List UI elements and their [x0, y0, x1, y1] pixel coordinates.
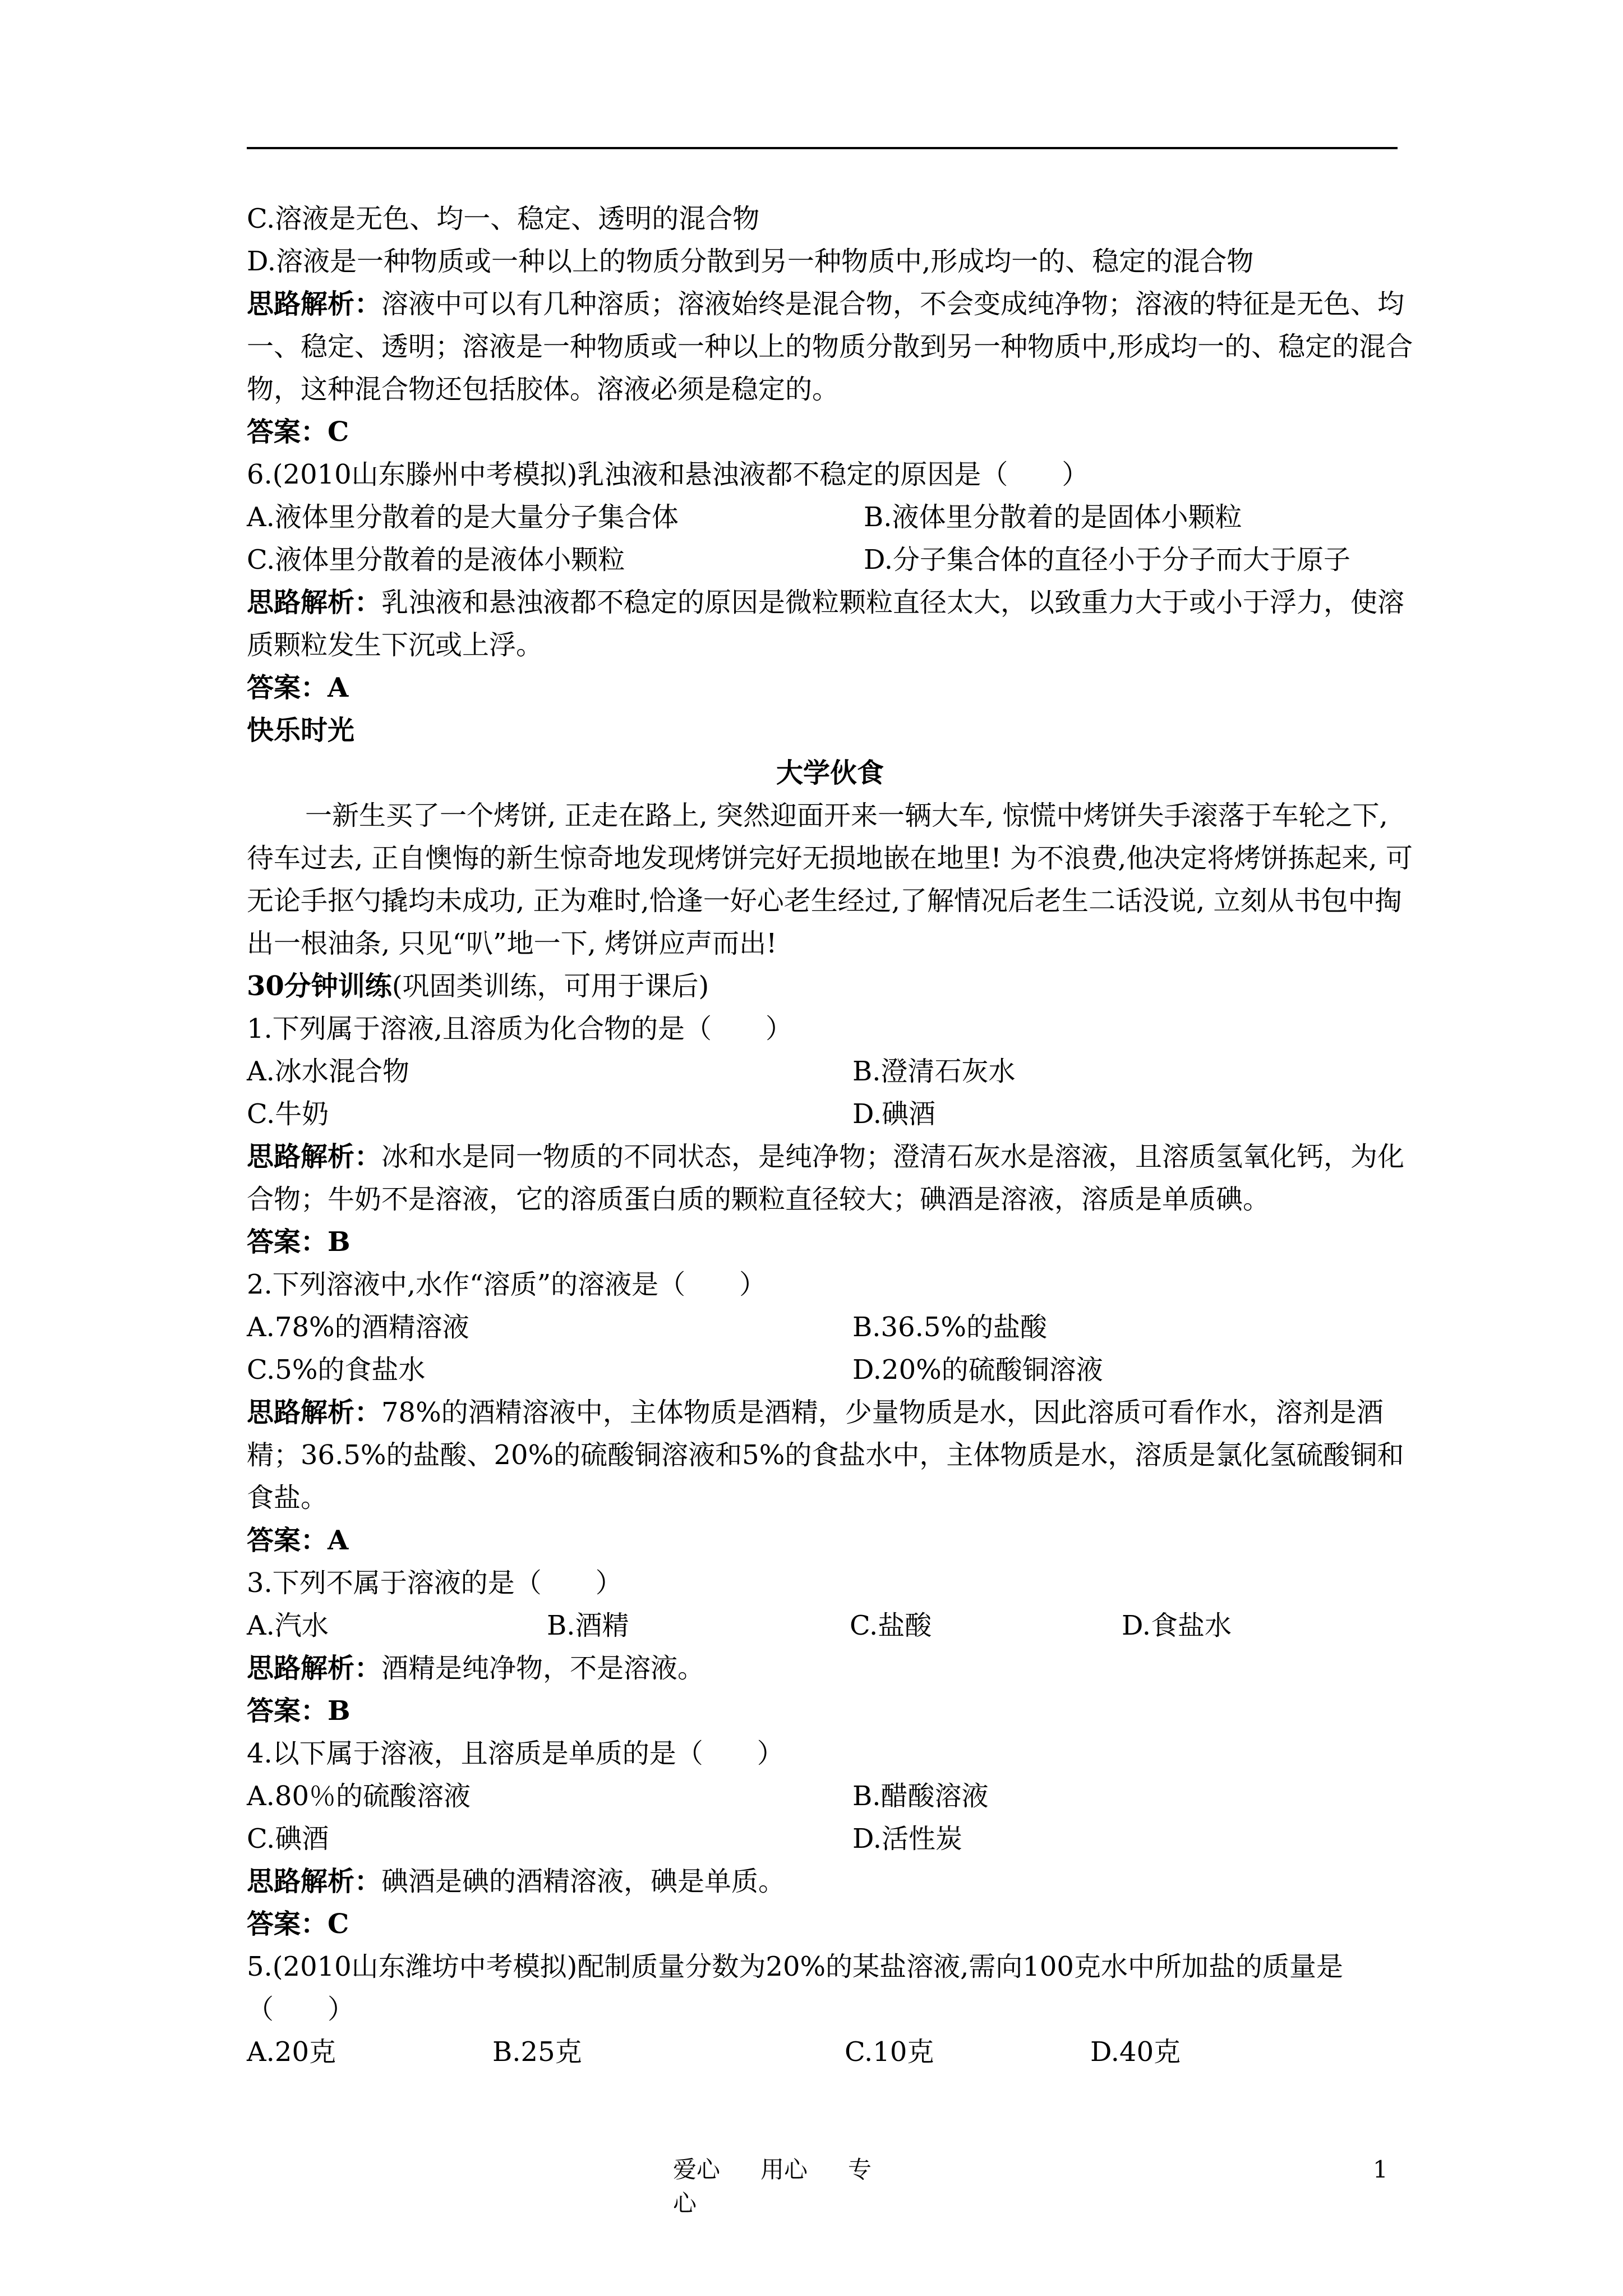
- explanation: [247, 1860, 1413, 1903]
- explanation-text: 溶液中可以有几种溶质；溶液始终是混合物，不会变成纯净物；溶液的特征是无色、均一、稳定、透明；溶液是一种物质或一种以上的物质分散到另一种物质中,形成均一的、稳定的混合物，这种混合物还包括胶体。溶液必须是稳定的。: [247, 288, 1413, 405]
- option-a: A.冰水混合物: [247, 1056, 409, 1087]
- explanation-text: 乳浊液和悬浊液都不稳定的原因是微粒颗粒直径太大，以致重力大于或小于浮力，使溶质颗粒发生下沉或上浮。: [247, 587, 1405, 661]
- option-c: C.10克: [845, 2036, 934, 2068]
- option-b: B.液体里分散着的是固体小颗粒: [864, 501, 1242, 533]
- header-rule: [247, 147, 1398, 149]
- explanation: [247, 1647, 1413, 1690]
- answer-value: C: [328, 1908, 349, 1940]
- answer: [247, 1221, 1413, 1263]
- answer-value: C: [328, 416, 349, 448]
- explanation: [247, 1391, 1413, 1519]
- section-heading-note: (巩固类训练，可用于课后): [391, 970, 709, 1002]
- answer-value: A: [328, 672, 349, 703]
- option-d: D.分子集合体的直径小于分子而大于原子: [864, 544, 1351, 576]
- answer-label: 答案：: [247, 1226, 328, 1258]
- question-stem: 3.下列不属于溶液的是（ ）: [247, 1567, 623, 1599]
- options-row: [247, 539, 1413, 581]
- answer: [247, 1903, 1413, 1945]
- page-number: 1: [1373, 2156, 1388, 2183]
- explanation-text: 冰和水是同一物质的不同状态，是纯净物；澄清石灰水是溶液，且溶质氢氧化钙，为化合物；牛奶不是溶液，它的溶质蛋白质的颗粒直径较大；碘酒是溶液，溶质是单质碘。: [247, 1141, 1405, 1215]
- explanation-label: 思路解析：: [247, 1141, 382, 1172]
- question-stem: 2.下列溶液中,水作“溶质”的溶液是（ ）: [247, 1269, 767, 1300]
- option-b: B.澄清石灰水: [852, 1056, 1016, 1087]
- page-footer: [673, 2153, 909, 2220]
- option-d: D.活性炭: [852, 1823, 963, 1855]
- options-row: [247, 1306, 1413, 1349]
- option-c: C.溶液是无色、均一、稳定、透明的混合物: [247, 203, 760, 234]
- explanation-text: 碘酒是碘的酒精溶液，碘是单质。: [381, 1866, 786, 1897]
- section-heading: [247, 965, 1413, 1007]
- answer-label: 答案：: [247, 1695, 328, 1727]
- footer-motto: 爱心: [673, 2156, 721, 2183]
- explanation: [247, 581, 1413, 666]
- explanation: [247, 283, 1413, 411]
- answer-value: B: [328, 1695, 351, 1727]
- footer-motto: 专心: [673, 2156, 872, 2217]
- answer-label: 答案：: [247, 1525, 328, 1556]
- section-heading-bold: 30分钟训练: [247, 970, 392, 1002]
- options-row: [247, 2031, 1413, 2073]
- options-row: [247, 496, 1413, 539]
- explanation-label: 思路解析：: [247, 1653, 382, 1684]
- answer: [247, 1519, 1413, 1562]
- question-stem: 1.下列属于溶液,且溶质为化合物的是（ ）: [247, 1013, 793, 1045]
- options-row: [247, 1050, 1413, 1093]
- answer: [247, 1690, 1413, 1732]
- options-row: [247, 1775, 1413, 1818]
- option-b: B.36.5%的盐酸: [852, 1312, 1048, 1343]
- explanation: [247, 1135, 1413, 1221]
- question-stem: 4.以下属于溶液，且溶质是单质的是（ ）: [247, 1738, 784, 1769]
- option-a: A.78%的酒精溶液: [247, 1312, 469, 1343]
- explanation-label: 思路解析：: [247, 587, 382, 618]
- option-c: C.碘酒: [247, 1823, 329, 1855]
- story-title: 大学伙食: [776, 757, 884, 789]
- options-row: [247, 1093, 1413, 1135]
- section-heading: 快乐时光: [247, 715, 355, 746]
- explanation-text: 酒精是纯净物，不是溶液。: [381, 1653, 705, 1684]
- explanation-text: 78%的酒精溶液中，主体物质是酒精，少量物质是水，因此溶质可看作水，溶剂是酒精；36.5%的盐酸、20%的硫酸铜溶液和5%的食盐水中，主体物质是水，溶质是氯化氢硫酸铜和食盐。: [247, 1397, 1404, 1513]
- option-d: D.20%的硫酸铜溶液: [852, 1354, 1103, 1386]
- explanation-label: 思路解析：: [247, 288, 382, 320]
- story-paragraph: 一新生买了一个烤饼, 正走在路上, 突然迎面开来一辆大车, 惊慌中烤饼失手滚落于车轮之下, 待车过去, 正自懊悔的新生惊奇地发现烤饼完好无损地嵌在地里! 为不浪费,他决定将烤饼拣起来, 可无论手抠勺撬均未成功, 正为难时,恰逢一好心老生经过,了解情况后老生二话没说, 立刻从书包中掏出一根油条, 只见“叭”地一下, 烤饼应声而出!: [247, 800, 1413, 959]
- page-content: [247, 197, 1413, 2073]
- option-c: C.盐酸: [850, 1610, 932, 1641]
- option-a: A.液体里分散着的是大量分子集合体: [247, 501, 679, 533]
- option-a: A.20克: [247, 2036, 336, 2068]
- question-stem: 6.(2010山东滕州中考模拟)乳浊液和悬浊液都不稳定的原因是（ ）: [247, 459, 1089, 490]
- explanation-label: 思路解析：: [247, 1866, 382, 1897]
- answer-value: B: [328, 1226, 351, 1258]
- answer-label: 答案：: [247, 1908, 328, 1940]
- option-d: D.40克: [1090, 2036, 1181, 2068]
- answer: [247, 666, 1413, 709]
- options-row: [247, 1349, 1413, 1391]
- answer: [247, 411, 1413, 453]
- option-c: C.液体里分散着的是液体小颗粒: [247, 544, 625, 576]
- option-d: D.食盐水: [1122, 1610, 1232, 1641]
- option-b: B.25克: [492, 2036, 582, 2068]
- answer-label: 答案：: [247, 672, 328, 703]
- question-stem: 5.(2010山东潍坊中考模拟)配制质量分数为20%的某盐溶液,需向100克水中所加盐的质量是（ ）: [247, 1951, 1343, 2025]
- option-c: C.牛奶: [247, 1098, 329, 1130]
- option-d: D.溶液是一种物质或一种以上的物质分散到另一种物质中,形成均一的、稳定的混合物: [247, 246, 1254, 277]
- option-a: A.80％的硫酸溶液: [247, 1780, 471, 1812]
- footer-motto: 用心: [760, 2156, 808, 2183]
- option-a: A.汽水: [247, 1610, 329, 1641]
- option-c: C.5%的食盐水: [247, 1354, 426, 1386]
- answer-value: A: [328, 1525, 349, 1556]
- option-b: B.酒精: [547, 1610, 629, 1641]
- answer-label: 答案：: [247, 416, 328, 448]
- explanation-label: 思路解析：: [247, 1397, 382, 1428]
- options-row: [247, 1604, 1413, 1647]
- option-d: D.碘酒: [852, 1098, 936, 1130]
- options-row: [247, 1818, 1413, 1860]
- option-b: B.醋酸溶液: [852, 1780, 989, 1812]
